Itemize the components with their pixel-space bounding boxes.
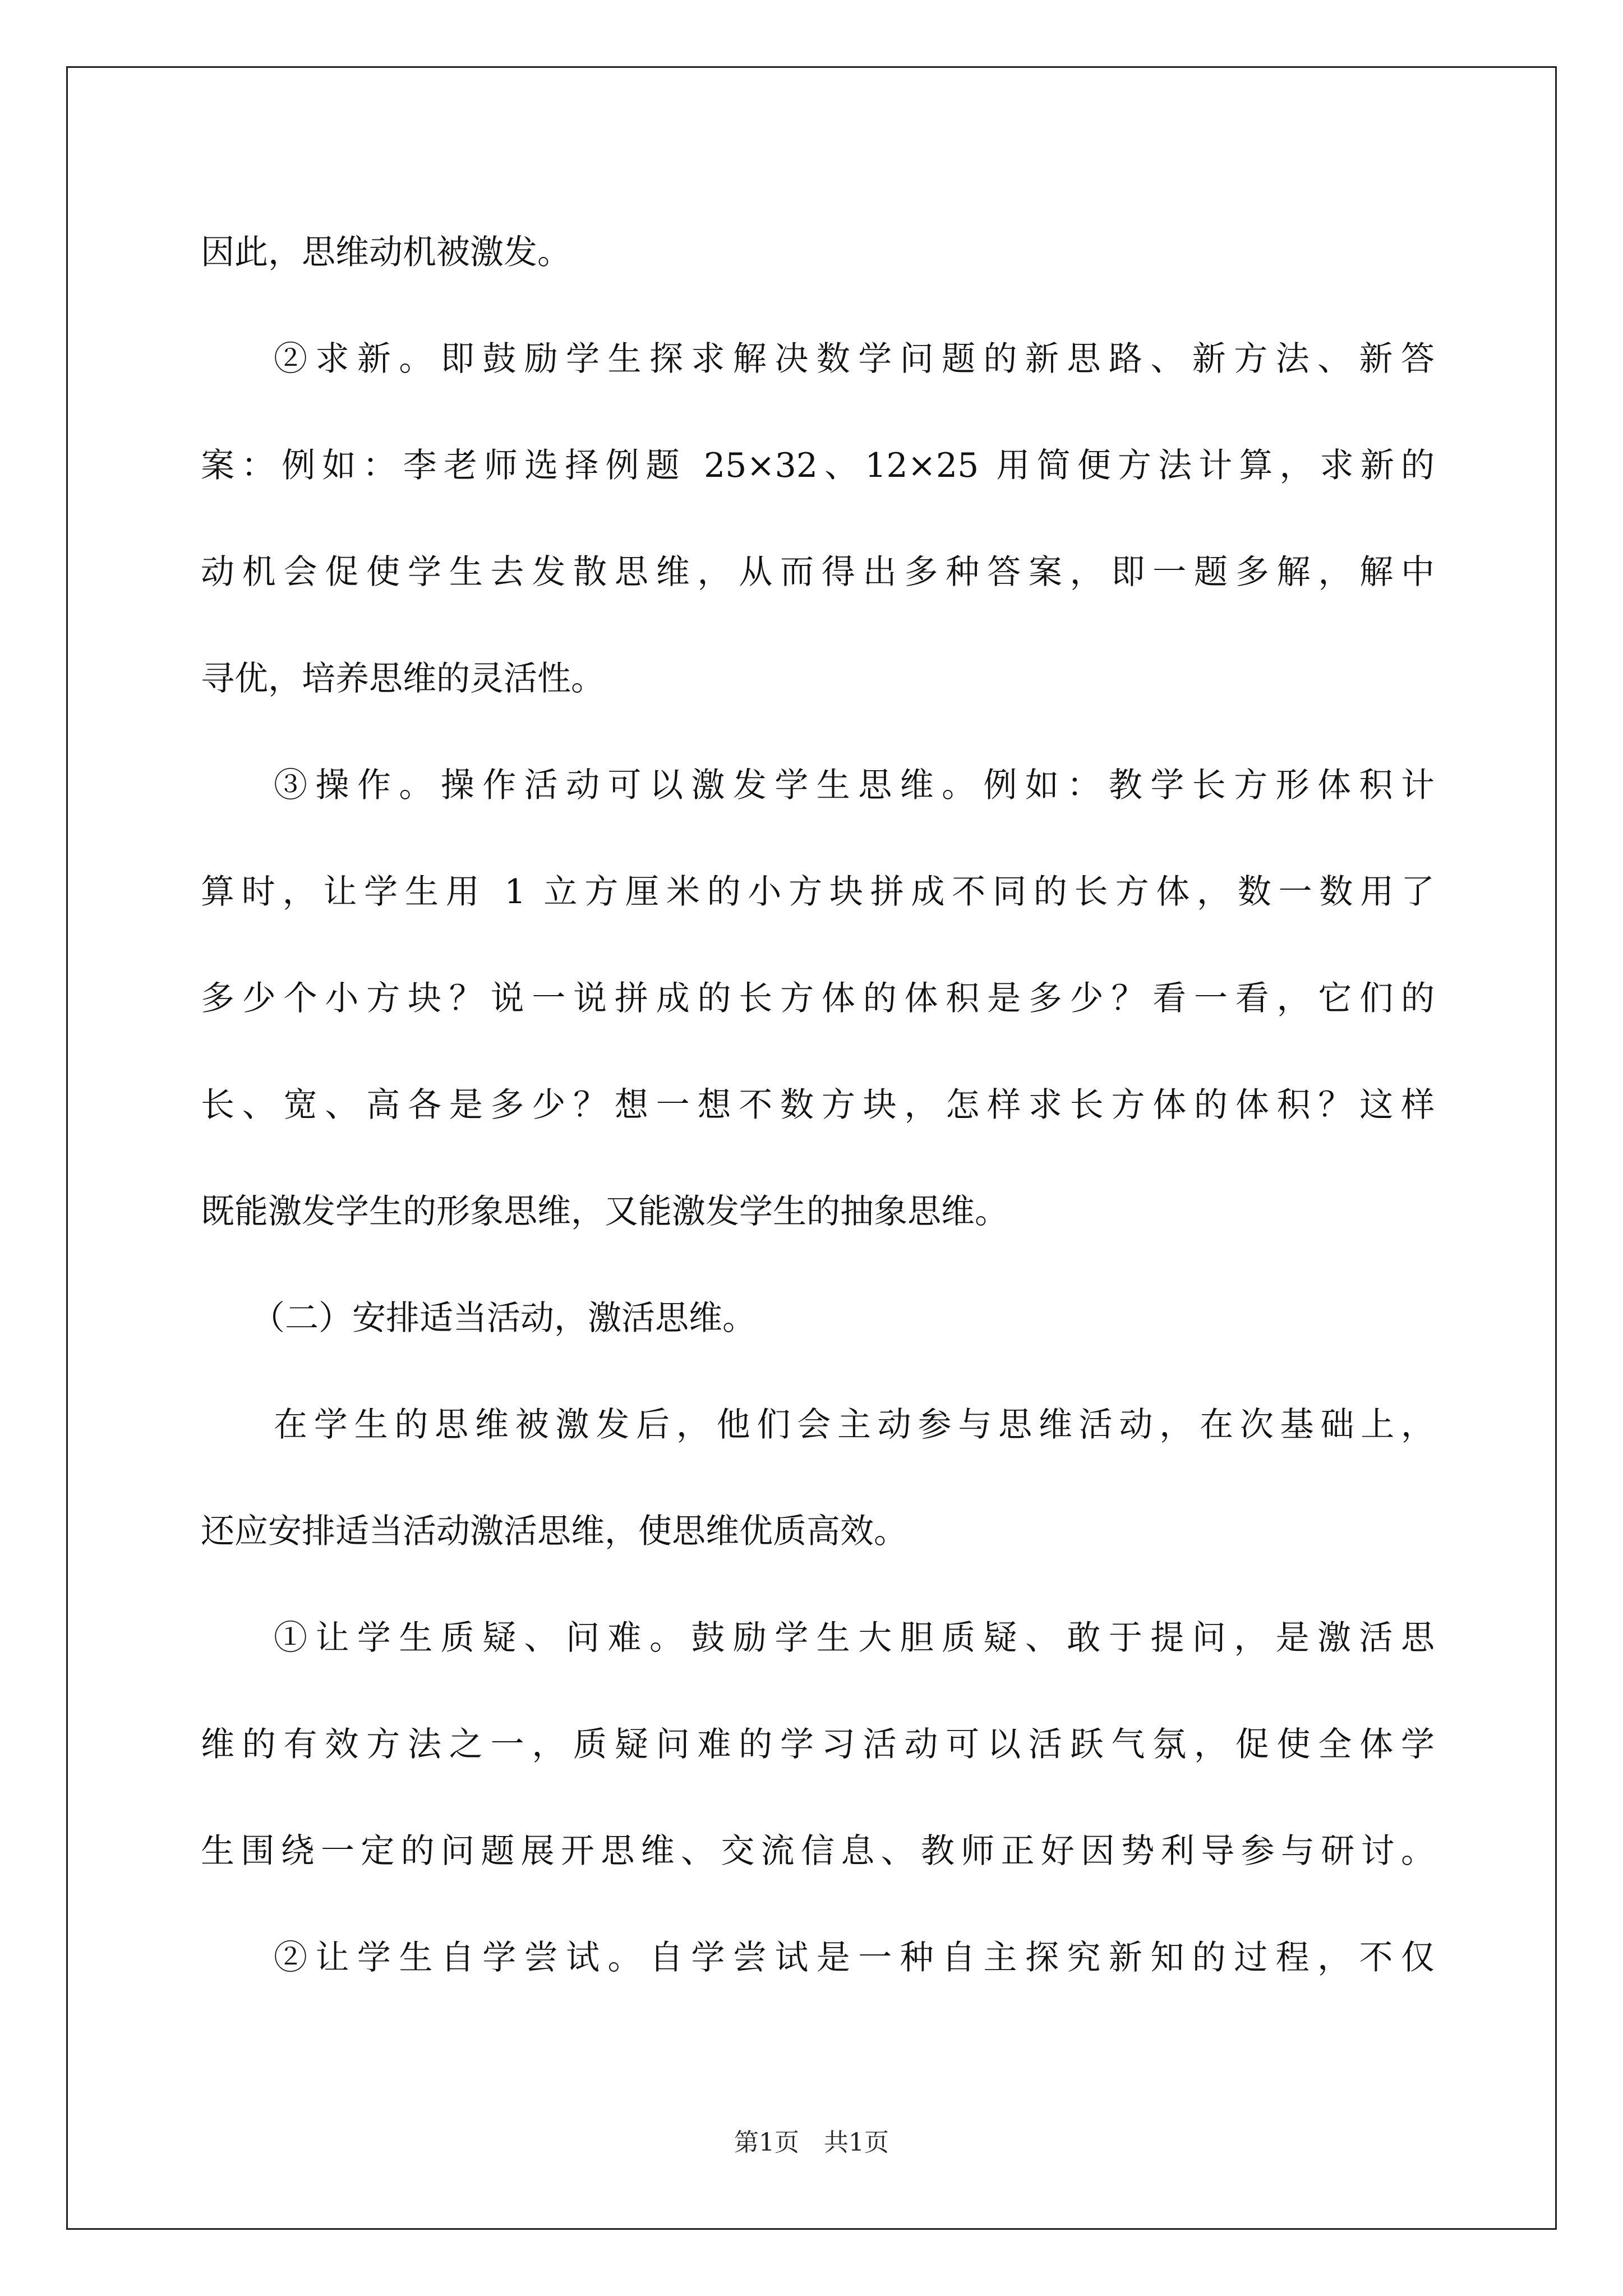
paragraph-line: 维的有效方法之一，质疑问难的学习活动可以活跃气氛，促使全体学 (201, 1725, 1435, 1764)
page-border (66, 66, 1557, 2230)
paragraph-line: ③操作。操作活动可以激发学生思维。例如：教学长方形体积计 (274, 766, 1435, 805)
paragraph-line: 还应安排适当活动激活思维，使思维优质高效。 (201, 1512, 907, 1551)
paragraph-line: 生围绕一定的问题展开思维、交流信息、教师正好因势利导参与研讨。 (201, 1832, 1435, 1871)
paragraph-line: ①让学生质疑、问难。鼓励学生大胆质疑、敢于提问，是激活思 (274, 1618, 1435, 1658)
paragraph-line: 因此，思维动机被激发。 (201, 233, 571, 272)
section-heading: （二）安排适当活动，激活思维。 (251, 1299, 756, 1338)
paragraph-line: 既能激发学生的形象思维，又能激发学生的抽象思维。 (201, 1192, 1008, 1231)
paragraph-line: 案：例如：李老师选择例题 25×32、12×25 用简便方法计算，求新的 (201, 446, 1435, 485)
paragraph-line: ②让学生自学尝试。自学尝试是一种自主探究新知的过程，不仅 (274, 1938, 1435, 1977)
paragraph-line: 动机会促使学生去发散思维，从而得出多种答案，即一题多解，解中 (201, 553, 1435, 592)
paragraph-line: 在学生的思维被激发后，他们会主动参与思维活动，在次基础上， (274, 1405, 1435, 1444)
paragraph-line: 多少个小方块？说一说拼成的长方体的体积是多少？看一看，它们的 (201, 979, 1435, 1018)
paragraph-line: 长、宽、高各是多少？想一想不数方块，怎样求长方体的体积？这样 (201, 1085, 1435, 1125)
page-footer: 第1页 共1页 (734, 2128, 889, 2157)
paragraph-line: ②求新。即鼓励学生探求解决数学问题的新思路、新方法、新答 (274, 339, 1435, 379)
paragraph-line: 寻优，培养思维的灵活性。 (201, 659, 605, 698)
paragraph-line: 算时，让学生用 1 立方厘米的小方块拼成不同的长方体，数一数用了 (201, 872, 1435, 912)
